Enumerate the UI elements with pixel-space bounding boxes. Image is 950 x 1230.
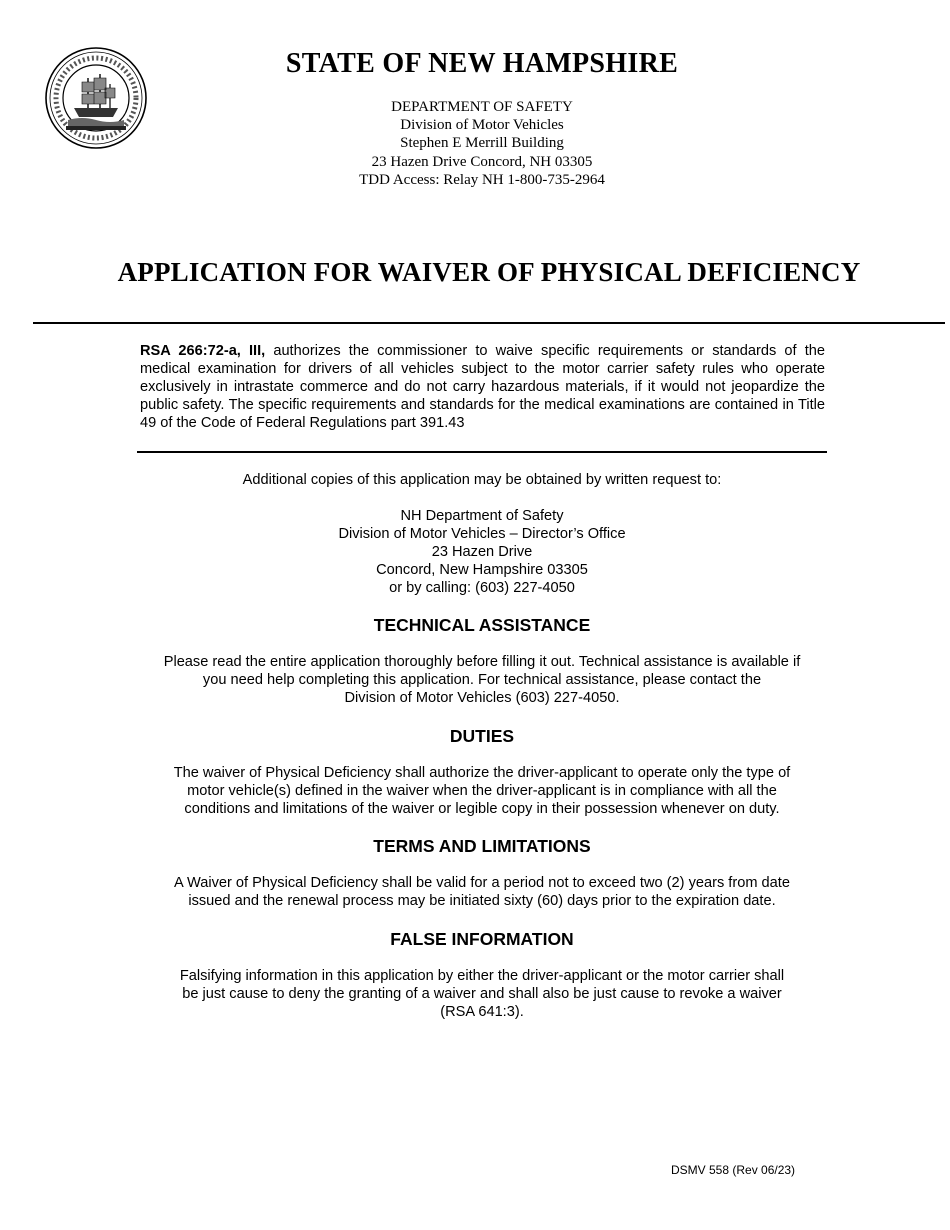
section-body-duties	[137, 764, 827, 818]
rsa-citation: RSA 266:72-a, III,	[140, 343, 266, 359]
body-line: issued and the renewal process may be initiated sixty (60) days prior to the expiration date.	[188, 893, 776, 909]
section-heading-false-information: FALSE INFORMATION	[390, 929, 574, 949]
department-address-block	[0, 98, 950, 189]
section-body-terms-and-limitations	[137, 874, 827, 910]
copies-lead: Additional copies of this application may be obtained by written request to:	[242, 472, 722, 488]
section-heading-terms-and-limitations: TERMS AND LIMITATIONS	[373, 836, 591, 856]
body-line: Falsifying information in this application by either the driver-applicant or the motor carrier shall	[179, 968, 785, 984]
intro-text: authorizes the commissioner to waive specific requirements or standards of the medical examination for drivers of all vehicles subject to the motor carrier safety rules who operate exclusively in intrastate commerce and do not carry hazardous materials, if it would not jeopardize the public safety. The specific requirements and standards for the medical examinations are contained in Title 49 of the Code of Federal Regulations part 391.43	[140, 343, 825, 431]
address-line: Concord, New Hampshire 03305	[376, 562, 588, 578]
address-line: or by calling: (603) 227-4050	[389, 580, 575, 596]
address-line: NH Department of Safety	[400, 508, 564, 524]
section-body-technical-assistance	[137, 653, 827, 707]
body-line: conditions and limitations of the waiver or legible copy in their possession whenever on duty.	[184, 801, 780, 817]
divider	[33, 322, 945, 324]
body-line: motor vehicle(s) defined in the waiver when the driver-applicant is in compliance with all the	[187, 783, 777, 799]
mailing-address	[137, 507, 827, 597]
body-line: A Waiver of Physical Deficiency shall be valid for a period not to exceed two (2) years from date	[174, 875, 790, 891]
document-title: APPLICATION FOR WAIVER OF PHYSICAL DEFICIENCY	[117, 257, 861, 287]
body-line: (RSA 641:3).	[440, 1004, 524, 1020]
department-line: TDD Access: Relay NH 1-800-735-2964	[359, 171, 605, 188]
section-body-false-information	[137, 967, 827, 1021]
form-number: DSMV 558 (Rev 06/23)	[671, 1163, 796, 1177]
divider	[137, 451, 827, 453]
department-line: DEPARTMENT OF SAFETY	[391, 99, 573, 115]
department-line: 23 Hazen Drive Concord, NH 03305	[371, 153, 593, 170]
address-line: Division of Motor Vehicles – Director’s Office	[338, 526, 626, 542]
body-line: Please read the entire application thoroughly before filling it out. Technical assistance is available if	[163, 654, 801, 670]
body-line: The waiver of Physical Deficiency shall authorize the driver-applicant to operate only the type of	[173, 765, 791, 781]
state-title: STATE OF NEW HAMPSHIRE	[285, 48, 679, 79]
section-heading-duties: DUTIES	[449, 726, 515, 746]
department-line: Stephen E Merrill Building	[400, 135, 564, 152]
body-line: Division of Motor Vehicles (603) 227-4050.	[344, 690, 620, 706]
body-line: be just cause to deny the granting of a waiver and shall also be just cause to revoke a waiver	[182, 986, 782, 1002]
intro-paragraph	[140, 342, 825, 432]
section-heading-technical-assistance: TECHNICAL ASSISTANCE	[373, 615, 591, 635]
body-line: you need help completing this application. For technical assistance, please contact the	[202, 672, 762, 688]
address-line: 23 Hazen Drive	[431, 544, 533, 560]
department-line: Division of Motor Vehicles	[400, 117, 564, 134]
